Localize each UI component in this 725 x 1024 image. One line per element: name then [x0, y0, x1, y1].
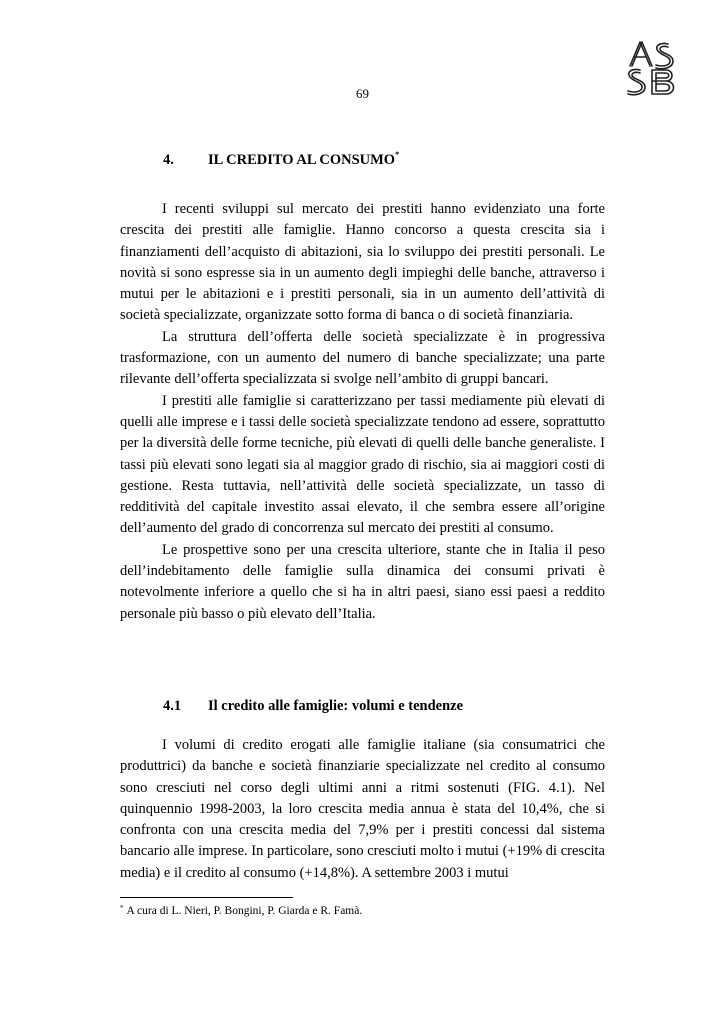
- paragraph: I prestiti alle famiglie si caratterizzano per tassi mediamente più elevati di quelli alle imprese e i tassi delle società specializzate tendono ad essere, soprattutto per la diversità delle forme tecniche, più elevati di quelli delle banche generaliste. I tassi più elevati sono legati sia al maggior grado di rischio, sia ai maggiori costi di gestione. Resta tuttavia, nell’attività delle società specializzate, un tasso di redditività del capitale investito assai elevato, il che sembra essere all’origine dell’aumento del grado di concorrenza sul mercato dei prestiti al consumo.: [120, 392, 605, 537]
- subsection-body: [120, 735, 605, 884]
- paragraph: I recenti sviluppi sul mercato dei prestiti hanno evidenziato una forte crescita dei prestiti alle famiglie. Hanno concorso a questa crescita sia i finanziamenti dell’acquisto di abitazioni, sia lo sviluppo dei prestiti personali. Le novità si sono espresse sia in un aumento degli impieghi delle banche, attraverso i mutui per le abitazioni e i prestiti personali, sia in un aumento dell’attività di società specializzate, organizzate sotto forma di banca o di società finanziaria.: [120, 201, 605, 324]
- page-number: 69: [356, 86, 369, 101]
- section-heading: [163, 152, 399, 169]
- footnote: [120, 905, 362, 917]
- subsection-number: 4.1: [163, 698, 182, 714]
- footnote-separator: [120, 897, 293, 898]
- section-title: IL CREDITO AL CONSUMO: [208, 152, 396, 168]
- subsection-title: Il credito alle famiglie: volumi e tendenze: [208, 698, 464, 714]
- paragraph: Le prospettive sono per una crescita ulteriore, stante che in Italia il peso dell’indebitamento delle famiglie sulla dinamica dei consumi privati è notevolmente inferiore a quello che si ha in altri paesi, siano essi paesi a reddito personale più basso o più elevato dell’Italia.: [120, 541, 605, 622]
- footnote-mark: *: [120, 904, 124, 912]
- footnote-text: A cura di L. Nieri, P. Bongini, P. Giarda e R. Famà.: [126, 905, 363, 917]
- subsection-heading: [163, 698, 463, 715]
- section-number: 4.: [163, 152, 174, 168]
- section-footnote-mark: *: [395, 150, 400, 159]
- paragraph: La struttura dell’offerta delle società specializzate è in progressiva trasformazione, con un aumento del numero di banche specializzate; una parte rilevante dell’offerta specializzata si svolge nell’ambito di gruppi bancari.: [120, 328, 605, 388]
- section-body: [120, 199, 605, 625]
- paragraph: I volumi di credito erogati alle famiglie italiane (sia consumatrici che produttrici) da banche e società finanziarie specializzate nel credito al consumo sono cresciuti nel corso degli ultimi anni a ritmi sostenuti (FIG. 4.1). Nel quinquennio 1998-2003, la loro crescita media annua è stata del 10,4%, che si confronta con una crescita media del 7,9% per i prestiti concessi dal sistema bancario alle imprese. In particolare, sono cresciuti molto i mutui (+19% di crescita media) e il credito al consumo (+14,8%). A settembre 2003 i mutui: [120, 737, 605, 881]
